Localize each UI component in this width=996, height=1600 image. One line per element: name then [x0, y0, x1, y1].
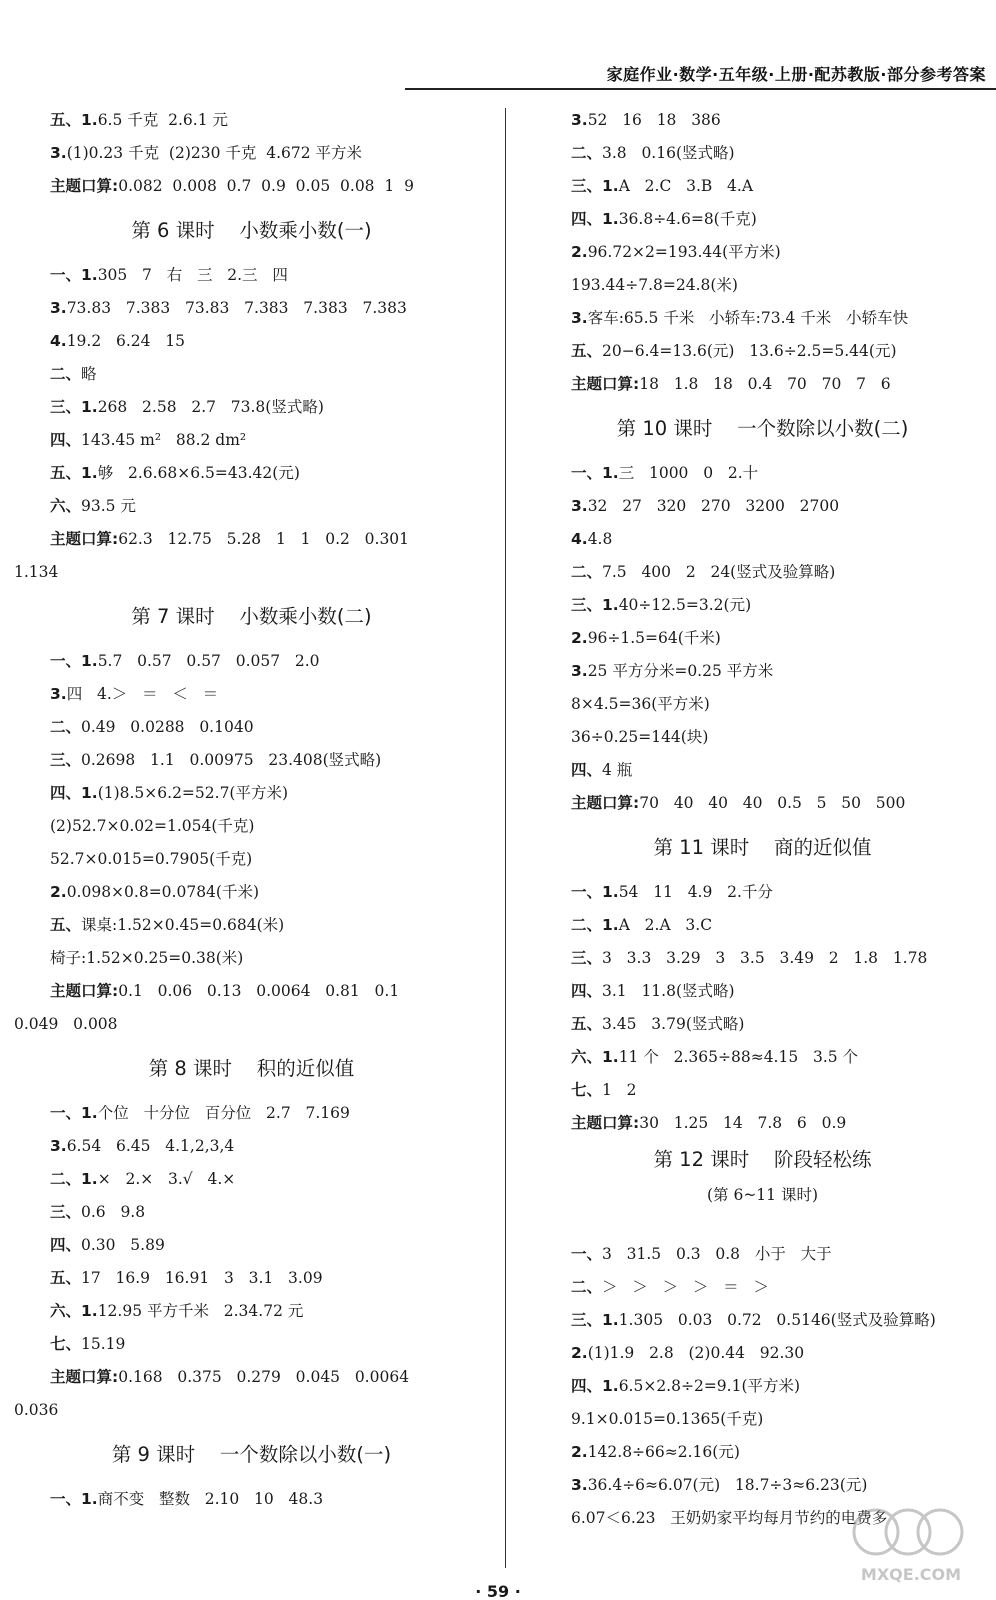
answer-label: 一、1. — [571, 464, 619, 482]
answer-line — [14, 325, 489, 358]
answer-label: 三、1. — [571, 177, 619, 195]
answer-line — [14, 490, 489, 523]
answer-line — [535, 1436, 990, 1469]
answer-label: 五、 — [571, 1015, 603, 1033]
answer-label: 4. — [571, 530, 588, 548]
answer-text: 0.1 0.06 0.13 0.0064 0.81 0.1 — [118, 982, 400, 1000]
answer-label: 二、 — [571, 1278, 603, 1296]
answer-label: 主题口算: — [571, 794, 640, 812]
answer-text: 5.7 0.57 0.57 0.057 2.0 — [97, 652, 320, 670]
page-number: · 59 · — [475, 1582, 521, 1600]
answer-text: 3 31.5 0.3 0.8 小于 大于 — [602, 1245, 832, 1263]
answer-text: (1)1.9 2.8 (2)0.44 92.30 — [587, 1344, 805, 1362]
answer-line — [14, 843, 489, 876]
answer-text: 6.07＜6.23 王奶奶家平均每月节约的电费多 — [571, 1509, 888, 1527]
answer-text: 略 — [81, 365, 97, 383]
answer-label: 主题口算: — [571, 375, 640, 393]
lesson-heading: 第 9 课时 一个数除以小数(一) — [111, 1443, 392, 1466]
answer-text: 17 16.9 16.91 3 3.1 3.09 — [81, 1269, 323, 1287]
answer-label: 四、 — [571, 761, 603, 779]
answer-line — [14, 744, 489, 777]
answer-line — [535, 1370, 990, 1403]
answer-line — [14, 170, 489, 203]
answer-line — [535, 457, 990, 490]
answer-text: 52 16 18 386 — [587, 111, 721, 129]
answer-label: 五、1. — [50, 464, 98, 482]
answer-label: 七、 — [50, 1335, 82, 1353]
answer-text: 客车:65.5 千米 小轿车:73.4 千米 小轿车快 — [587, 309, 909, 327]
answer-text: 193.44÷7.8=24.8(米) — [571, 276, 738, 294]
answer-text: 0.036 — [14, 1401, 59, 1419]
answer-line — [14, 777, 489, 810]
answer-text: (1)0.23 千克 (2)230 千克 4.672 平方米 — [66, 144, 363, 162]
answer-line — [535, 302, 990, 335]
answer-text: 36.8÷4.6=8(千克) — [618, 210, 757, 228]
answer-line — [14, 523, 489, 556]
answer-text: 96.72×2=193.44(平方米) — [587, 243, 781, 261]
answer-label: 六、1. — [571, 1048, 619, 1066]
answer-line — [535, 1271, 990, 1304]
answer-line — [535, 754, 990, 787]
lesson-subheading: (第 6~11 课时) — [706, 1186, 819, 1204]
answer-line — [14, 1394, 489, 1427]
answer-label: 四、 — [571, 982, 603, 1000]
answer-text: 课桌:1.52×0.45=0.684(米) — [81, 916, 285, 934]
answer-text: 18 1.8 18 0.4 70 70 7 6 — [639, 375, 891, 393]
answer-text: 19.2 6.24 15 — [66, 332, 185, 350]
answer-text: 1.134 — [14, 563, 59, 581]
answer-line — [14, 556, 489, 589]
answer-text: 个位 十分位 百分位 2.7 7.169 — [97, 1104, 350, 1122]
answer-line — [535, 688, 990, 721]
answer-text: 12.95 平方千米 2.34.72 元 — [97, 1302, 304, 1320]
answer-line — [14, 810, 489, 843]
answer-label: 2. — [571, 629, 588, 647]
answer-text: 4.8 — [587, 530, 613, 548]
answer-line — [14, 1328, 489, 1361]
answer-line — [14, 292, 489, 325]
answer-text: A 2.C 3.B 4.A — [618, 177, 754, 195]
answer-line — [14, 1483, 489, 1516]
lesson-heading: 第 8 课时 积的近似值 — [148, 1057, 355, 1080]
answer-label: 四、 — [50, 1236, 82, 1254]
answer-text: 0.30 5.89 — [81, 1236, 165, 1254]
answer-label: 3. — [571, 497, 588, 515]
answer-line — [535, 1107, 990, 1140]
answer-line — [14, 1262, 489, 1295]
answer-label: 2. — [571, 243, 588, 261]
answer-label: 五、 — [50, 916, 82, 934]
answer-line — [535, 490, 990, 523]
answer-text: 3.8 0.16(竖式略) — [602, 144, 735, 162]
answer-text: 36.4÷6≈6.07(元) 18.7÷3≈6.23(元) — [587, 1476, 868, 1494]
answer-label: 3. — [50, 144, 67, 162]
answer-line — [14, 1361, 489, 1394]
spacer — [535, 1214, 990, 1238]
answer-label: 一、1. — [50, 266, 98, 284]
answer-label: 二、 — [50, 365, 82, 383]
answer-label: 四、1. — [571, 1377, 619, 1395]
answer-line — [14, 942, 489, 975]
answer-line — [535, 170, 990, 203]
answer-label: 二、 — [571, 563, 603, 581]
answer-text: 15.19 — [81, 1335, 126, 1353]
lesson-heading: 第 12 课时 阶段轻松练 — [653, 1148, 872, 1171]
answer-text: 四 4.＞ ＝ ＜ ＝ — [66, 685, 219, 703]
answer-label: 三、 — [571, 949, 603, 967]
answer-line — [535, 556, 990, 589]
answer-text: 54 11 4.9 2.千分 — [618, 883, 773, 901]
answer-text: 36÷0.25=144(块) — [571, 728, 709, 746]
answer-text: 3.1 11.8(竖式略) — [602, 982, 735, 1000]
answer-text: 9.1×0.015=0.1365(千克) — [571, 1410, 764, 1428]
answer-line — [535, 622, 990, 655]
answer-text: 6.54 6.45 4.1,2,3,4 — [66, 1137, 235, 1155]
answer-label: 2. — [571, 1443, 588, 1461]
answer-label: 一、1. — [571, 883, 619, 901]
answer-label: 4. — [50, 332, 67, 350]
answer-line — [535, 1238, 990, 1271]
answer-text: 0.6 9.8 — [81, 1203, 146, 1221]
answer-text: 三 1000 0 2.十 — [618, 464, 759, 482]
answer-label: 一、1. — [50, 1490, 98, 1508]
answer-label: 三、 — [50, 1203, 82, 1221]
column-divider — [505, 108, 506, 1568]
answer-label: 3. — [571, 662, 588, 680]
answer-label: 二、1. — [571, 916, 619, 934]
answer-line — [535, 137, 990, 170]
answer-label: 3. — [50, 1137, 67, 1155]
answer-text: 3 3.3 3.29 3 3.5 3.49 2 1.8 1.78 — [602, 949, 928, 967]
answer-text: 62.3 12.75 5.28 1 1 0.2 0.301 — [118, 530, 410, 548]
answer-text: 3.45 3.79(竖式略) — [602, 1015, 745, 1033]
answer-text: 0.168 0.375 0.279 0.045 0.0064 — [118, 1368, 410, 1386]
answer-line — [14, 1008, 489, 1041]
answer-label: 3. — [50, 685, 67, 703]
answer-line — [14, 678, 489, 711]
answer-line — [14, 975, 489, 1008]
answer-text: 4 瓶 — [602, 761, 633, 779]
left-column — [14, 104, 489, 1516]
answer-label: 三、1. — [571, 1311, 619, 1329]
lesson-heading: 第 7 课时 小数乘小数(二) — [131, 605, 372, 628]
answer-line — [535, 368, 990, 401]
answer-text: × 2.× 3.√ 4.× — [97, 1170, 236, 1188]
answer-label: 二、 — [50, 718, 82, 736]
answer-label: 一、1. — [50, 1104, 98, 1122]
answer-text: 1 2 — [602, 1081, 637, 1099]
answer-text: 11 个 2.365÷88≈4.15 3.5 个 — [618, 1048, 859, 1066]
answer-label: 主题口算: — [571, 1114, 640, 1132]
answer-text: ＞ ＞ ＞ ＞ ＝ ＞ — [602, 1278, 769, 1296]
answer-text: 96÷1.5=64(千米) — [587, 629, 721, 647]
answer-line — [14, 391, 489, 424]
answer-text: 0.098×0.8=0.0784(千米) — [66, 883, 260, 901]
answer-label: 2. — [50, 883, 67, 901]
answer-line — [14, 259, 489, 292]
answer-text: 40÷12.5=3.2(元) — [618, 596, 752, 614]
answer-text: 52.7×0.015=0.7905(千克) — [50, 850, 253, 868]
answer-text: 商不变 整数 2.10 10 48.3 — [97, 1490, 324, 1508]
answer-text: 142.8÷66≈2.16(元) — [587, 1443, 740, 1461]
answer-text: 93.5 元 — [81, 497, 136, 515]
lesson-heading: 第 6 课时 小数乘小数(一) — [131, 219, 372, 242]
answer-line — [535, 876, 990, 909]
answer-label: 主题口算: — [50, 1368, 119, 1386]
answer-line — [535, 1337, 990, 1370]
answer-line — [535, 655, 990, 688]
answer-text: 够 2.6.68×6.5=43.42(元) — [97, 464, 300, 482]
answer-line — [14, 876, 489, 909]
answer-line — [14, 1163, 489, 1196]
answer-line — [535, 1403, 990, 1436]
answer-line — [535, 1074, 990, 1107]
answer-text: 73.83 7.383 73.83 7.383 7.383 7.383 — [66, 299, 407, 317]
answer-text: 6.5 千克 2.6.1 元 — [97, 111, 228, 129]
answer-line — [535, 909, 990, 942]
answer-label: 三、 — [50, 751, 82, 769]
answer-text: 椅子:1.52×0.25=0.38(米) — [50, 949, 244, 967]
answer-line — [535, 269, 990, 302]
answer-line — [535, 104, 990, 137]
answer-text: 305 7 右 三 2.三 四 — [97, 266, 288, 284]
answer-line — [14, 1130, 489, 1163]
answer-line — [14, 358, 489, 391]
answer-text: 70 40 40 40 0.5 5 50 500 — [639, 794, 906, 812]
answer-line — [535, 203, 990, 236]
answer-label: 3. — [571, 309, 588, 327]
answer-line — [14, 137, 489, 170]
answer-label: 一、 — [571, 1245, 603, 1263]
answer-text: 32 27 320 270 3200 2700 — [587, 497, 840, 515]
answer-text: 268 2.58 2.7 73.8(竖式略) — [97, 398, 324, 416]
answer-text: 143.45 m² 88.2 dm² — [81, 431, 247, 449]
answer-label: 四、1. — [50, 784, 98, 802]
answer-text: 0.082 0.008 0.7 0.9 0.05 0.08 1 9 — [118, 177, 414, 195]
answer-line — [14, 1229, 489, 1262]
answer-line — [14, 1295, 489, 1328]
answer-text: (1)8.5×6.2=52.7(平方米) — [97, 784, 289, 802]
answer-line — [535, 721, 990, 754]
answer-line — [535, 975, 990, 1008]
answer-line — [535, 523, 990, 556]
answer-line — [535, 589, 990, 622]
answer-label: 五、1. — [50, 111, 98, 129]
answer-label: 六、 — [50, 497, 82, 515]
answer-line — [14, 645, 489, 678]
answer-label: 二、 — [571, 144, 603, 162]
answer-text: 6.5×2.8÷2=9.1(平方米) — [618, 1377, 801, 1395]
answer-line — [535, 1008, 990, 1041]
answer-line — [14, 1097, 489, 1130]
lesson-heading: 第 11 课时 商的近似值 — [653, 836, 872, 859]
lesson-heading: 第 10 课时 一个数除以小数(二) — [616, 417, 909, 440]
answer-text: 20−6.4=13.6(元) 13.6÷2.5=5.44(元) — [602, 342, 897, 360]
answer-label: 五、 — [571, 342, 603, 360]
answer-label: 三、1. — [50, 398, 98, 416]
header-rule — [405, 88, 996, 90]
right-column — [535, 104, 990, 1535]
answer-text: 1.305 0.03 0.72 0.5146(竖式及验算略) — [618, 1311, 936, 1329]
answer-text: 25 平方分米=0.25 平方米 — [587, 662, 774, 680]
answer-line — [14, 1196, 489, 1229]
answer-label: 五、 — [50, 1269, 82, 1287]
answer-line — [535, 236, 990, 269]
answer-line — [535, 942, 990, 975]
answer-text: (2)52.7×0.02=1.054(千克) — [50, 817, 255, 835]
answer-label: 主题口算: — [50, 982, 119, 1000]
answer-text: 0.049 0.008 — [14, 1015, 118, 1033]
answer-text: A 2.A 3.C — [618, 916, 713, 934]
answer-line — [14, 424, 489, 457]
answer-label: 3. — [571, 1476, 588, 1494]
answer-text: 0.2698 1.1 0.00975 23.408(竖式略) — [81, 751, 382, 769]
answer-label: 四、 — [50, 431, 82, 449]
answer-line — [535, 1304, 990, 1337]
answer-label: 七、 — [571, 1081, 603, 1099]
answer-label: 一、1. — [50, 652, 98, 670]
answer-label: 三、1. — [571, 596, 619, 614]
answer-line — [535, 335, 990, 368]
answer-line — [14, 104, 489, 137]
answer-text: 7.5 400 2 24(竖式及验算略) — [602, 563, 836, 581]
answer-label: 主题口算: — [50, 177, 119, 195]
answer-line — [14, 909, 489, 942]
answer-label: 二、1. — [50, 1170, 98, 1188]
answer-label: 3. — [50, 299, 67, 317]
answer-text: 8×4.5=36(平方米) — [571, 695, 710, 713]
answer-label: 六、1. — [50, 1302, 98, 1320]
watermark-logo — [836, 1492, 986, 1592]
answer-line — [535, 787, 990, 820]
answer-label: 3. — [571, 111, 588, 129]
running-header: 家庭作业·数学·五年级·上册·配苏教版·部分参考答案 — [606, 65, 986, 84]
answer-label: 主题口算: — [50, 530, 119, 548]
answer-line — [535, 1041, 990, 1074]
answer-line — [14, 711, 489, 744]
answer-line — [14, 457, 489, 490]
answer-text: 0.49 0.0288 0.1040 — [81, 718, 254, 736]
answer-text: 30 1.25 14 7.8 6 0.9 — [639, 1114, 847, 1132]
answer-label: 四、1. — [571, 210, 619, 228]
answer-label: 2. — [571, 1344, 588, 1362]
svg-text:MXQE.COM: MXQE.COM — [860, 1565, 962, 1584]
